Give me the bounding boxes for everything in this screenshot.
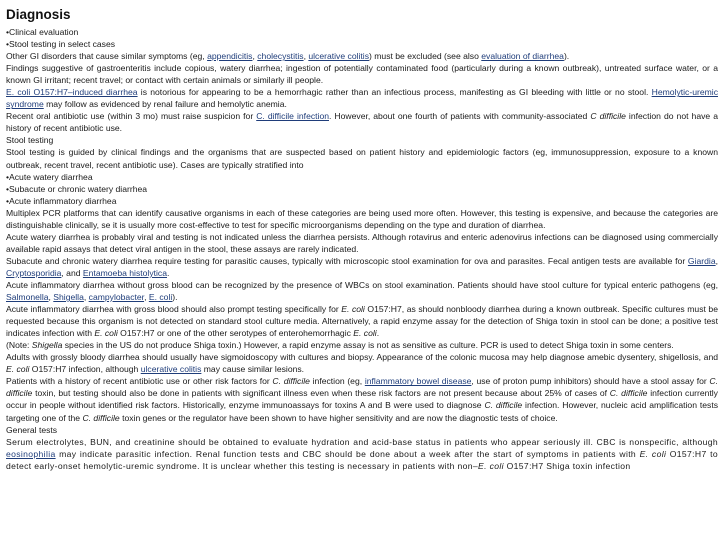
paragraph-subacute-chronic: Subacute and chronic watery diarrhea require testing for parasitic causes, typically with microscopic stool examination for ova and parasites. Fecal antigen tests are available for Giardia, Cryptosporidia, and Entamoeba histolytica. [6,255,718,278]
link-campylobacter[interactable]: campylobacter [88,292,145,303]
link-c-difficile-infection[interactable]: C. difficile infection [256,111,329,122]
link-eosinophilia[interactable]: eosinophilia [6,448,56,459]
paragraph-sigmoidoscopy: Adults with grossly bloody diarrhea should usually have sigmoidoscopy with cultures and biopsy. Appearance of the colonic mucosa may help diagnose amebic dysentery, shigellosis, and E. coli O157:H7 infection, although ulcerative colitis may cause similar lesions. [6,352,718,375]
diagnosis-document [6,6,718,472]
paragraph-antibiotic: Recent oral antibiotic use (within 3 mo) must raise suspicion for C. difficile infection. However, about one fourth of patients with community-associated C difficile infection do not have a history of recent antibiotic use. [6,111,718,134]
link-ulcerative-colitis[interactable]: ulcerative colitis [308,51,370,62]
link-ecoli-diarrhea[interactable]: E. coli O157:H7–induced diarrhea [6,87,138,98]
link-salmonella[interactable]: Salmonella [6,292,49,303]
link-evaluation-of-diarrhea[interactable]: evaluation of diarrhea [481,51,564,62]
link-giardia[interactable]: Giardia [687,255,716,266]
paragraph-inflammatory-no-blood: Acute inflammatory diarrhea without gross blood can be recognized by the presence of WBCs on stool examination. Patients should have stool culture for typical enteric pathogens (eg, Salmonella, Shigella, campylobacter, E. coli). [6,279,718,303]
paragraph-shigella-note: (Note: Shigella species in the US do not produce Shiga toxin.) However, a rapid enzyme assay is not as sensitive as culture. PCR is used to detect Shiga toxin in some centers. [6,340,674,351]
link-appendicitis[interactable]: appendicitis [207,51,253,62]
heading-stool-testing: Stool testing [6,135,54,146]
page-title: Diagnosis [6,7,71,22]
link-inflammatory-bowel-disease[interactable]: inflammatory bowel disease [364,376,472,387]
paragraph-inflammatory-gross-blood: Acute inflammatory diarrhea with gross blood should also prompt testing specifically for E. coli O157:H7, as should nonbloody diarrhea during a known outbreak. Specific cultures must be requested because this organism is not detected on standard stool culture media. Alternatively, a rapid enzyme assay for the detection of Shiga toxin in stool can be done; a positive test indicates infection with E. coli O157:H7 or one of the other serotypes of enterohemorrhagic E. coli. [6,304,718,339]
paragraph-multiplex-pcr: Multiplex PCR platforms that can identify causative organisms in each of these categories are being used more often. However, this testing is expensive, and because the categories are distinguishable clinically, se it is usually more cost-effective to test for specific microorganisms depending on the type and duration of diarrhea. [6,207,718,230]
bullet-acute-inflammatory: •Acute inflammatory diarrhea [6,195,117,206]
bullet-stool-testing: •Stool testing in select cases [6,39,116,50]
link-cryptosporidia[interactable]: Cryptosporidia [6,267,62,278]
paragraph-c-difficile-testing: Patients with a history of recent antibiotic use or other risk factors for C. difficile infection (eg, inflammatory bowel disease, use of proton pump inhibitors) should have a stool assay for C. difficile toxin, but testing should also be done in patients with significant illness even when these risk factors are not present because about 25% of cases of C. difficile infection currently occur in people without identified risk factors. Historically, enzyme immunoassays for toxins A and B were used to diagnose C. difficile infection. However, nucleic acid amplification tests targeting one of the C. difficile toxin genes or the regulator have been shown to have higher sensitivity and are now the diagnostic tests of choice. [6,376,719,423]
paragraph-ecoli: E. coli O157:H7–induced diarrhea is notorious for appearing to be a hemorrhagic rather than an infectious process, manifesting as GI bleeding with little or no stool. Hemolytic-uremic syndrome may follow as evidenced by renal failure and hemolytic anemia. [6,87,718,110]
paragraph-stool-testing: Stool testing is guided by clinical findings and the organisms that are suspected based on patient history and epidemiologic factors (eg, immunosuppression, exposure to a known outbreak, recent travel, recent antibiotic use). Cases are typically stratified into [6,147,718,170]
bullet-clinical-evaluation: •Clinical evaluation [6,27,79,37]
bullet-subacute-chronic: •Subacute or chronic watery diarrhea [6,183,148,194]
link-ulcerative-colitis-2[interactable]: ulcerative colitis [140,364,202,375]
paragraph-acute-watery: Acute watery diarrhea is probably viral and testing is not indicated unless the diarrhea persists. Although rotavirus and enteric adenovirus infections can be diagnosed using commercially available rapid assays that detect viral antigen in the stool, these assays are rarely indicated. [6,231,718,254]
paragraph-findings: Findings suggestive of gastroenteritis include copious, watery diarrhea; ingestion of potentially contaminated food (particularly during a known outbreak), untreated surface water, or a known GI irritant; recent travel; or contact with certain animals or similarly ill people. [6,63,718,86]
paragraph-general-tests: Serum electrolytes, BUN, and creatinine should be obtained to evaluate hydration and acid-base status in patients who appear seriously ill. CBC is nonspecific, although eosinophilia may indicate parasitic infection. Renal function tests and CBC should be done about a week after the start of symptoms in patients with E. coli O157:H7 to detect early-onset hemolytic-uremic syndrome. It is unclear whether this testing is necessary in patients with non–E. coli O157:H7 Shiga toxin infection [6,436,718,471]
heading-general-tests: General tests [6,424,58,435]
paragraph-exclusion: Other GI disorders that cause similar symptoms (eg, appendicitis, cholecystitis, ulcerative colitis) must be excluded (see also evaluation of diarrhea). [6,51,570,62]
link-cholecystitis[interactable]: cholecystitis [257,51,304,62]
link-e-coli[interactable]: E. coli [148,292,173,303]
link-shigella[interactable]: Shigella [53,292,84,303]
bullet-acute-watery: •Acute watery diarrhea [6,171,93,182]
link-hemolytic-uremic-syndrome[interactable]: Hemolytic-uremic syndrome [6,87,718,110]
link-entamoeba-histolytica[interactable]: Entamoeba histolytica [82,267,167,278]
